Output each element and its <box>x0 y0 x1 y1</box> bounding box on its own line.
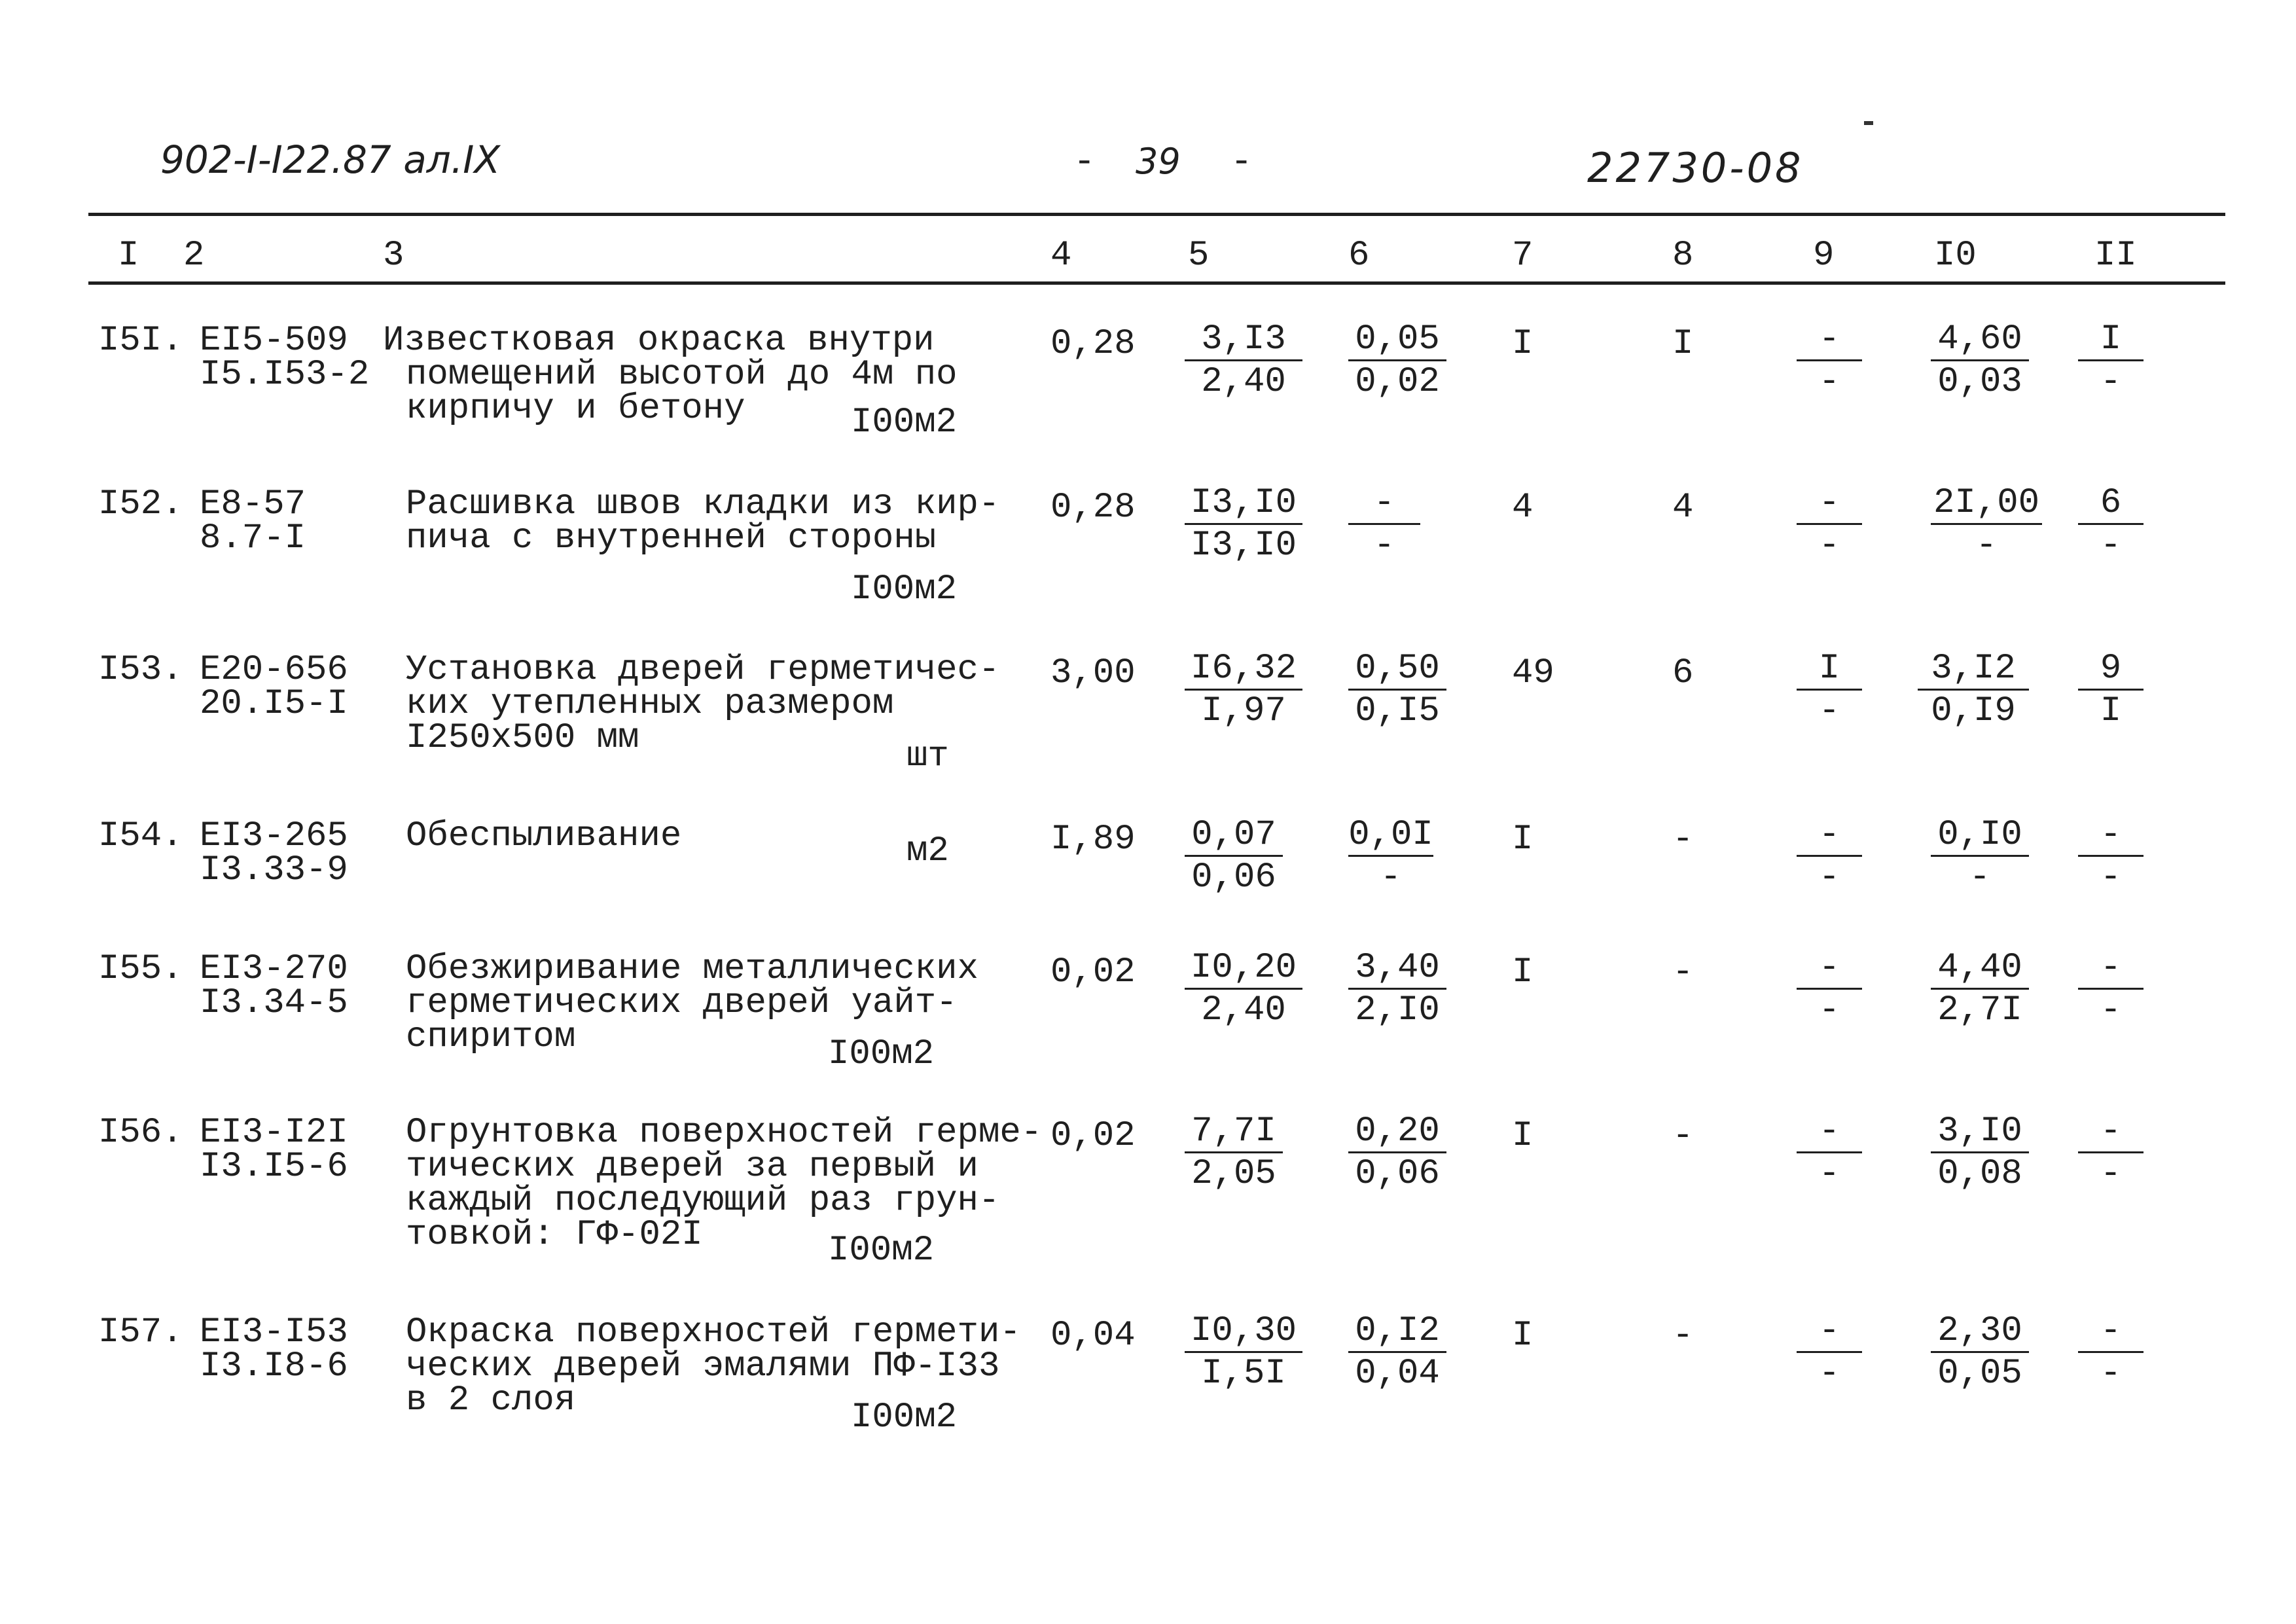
col10-fraction: $\frac{2,30}{0,05}$ <box>1931 1314 2029 1392</box>
col11-fraction: 6 - <box>2078 486 2144 564</box>
col7-value: 49 <box>1512 653 1554 693</box>
quantity: 0,28 <box>1050 488 1136 528</box>
work-description: Огрунтовка поверхностей герме- тических дверей за первый и каждый последующий раз грун- товкой: ГФ-02I <box>406 1113 1043 1255</box>
col10-fraction: $\frac{3,I0}{0,08}$ <box>1931 1115 2029 1193</box>
norm-subcode: I3.33-9 <box>200 850 348 890</box>
norm-subcode: I3.I5-6 <box>200 1147 348 1187</box>
quantity: 0,02 <box>1050 952 1136 992</box>
quantity: 3,00 <box>1050 653 1136 693</box>
col7-value: 4 <box>1512 488 1534 528</box>
col11-fraction: - - <box>2078 951 2144 1029</box>
col11-fraction: - - <box>2078 818 2144 896</box>
col7-value: I <box>1512 1316 1534 1356</box>
document-number: 22730-08 <box>1587 144 1804 192</box>
col8-value: 4 <box>1672 488 1694 528</box>
col9-fraction: - - <box>1797 951 1862 1029</box>
col8-value: 6 <box>1672 653 1694 693</box>
col6-fraction: $\frac{3,40}{2,I0}$ <box>1348 951 1446 1029</box>
col8-value: - <box>1672 952 1694 992</box>
row-number: I57. <box>98 1312 183 1352</box>
col-header-10: I0 <box>1934 236 1977 276</box>
norm-subcode: I3.34-5 <box>200 983 348 1023</box>
col7-value: I <box>1512 1116 1534 1156</box>
col9-fraction: - - <box>1797 486 1862 564</box>
norm-code: EI3-265 <box>200 816 348 856</box>
norm-code: EI5-509 <box>200 321 348 361</box>
page-number: 39 <box>1136 141 1181 182</box>
quantity: 0,02 <box>1050 1116 1136 1156</box>
col7-value: I <box>1512 324 1534 364</box>
col6-fraction: 0,0I - <box>1348 815 1433 897</box>
norm-code: E20-656 <box>200 650 348 690</box>
col9-fraction: - - <box>1797 818 1862 896</box>
header-bottom-rule <box>88 281 2225 285</box>
col8-value: - <box>1672 1316 1694 1356</box>
document-cipher: 902-I-I22.87 ал.IX <box>160 137 501 182</box>
col5-fraction: $\frac{I3,I0}{I3,I0}$ <box>1185 486 1302 564</box>
col6-fraction: $\frac{0,50}{0,I5}$ <box>1348 652 1446 730</box>
col8-value: - <box>1672 1116 1694 1156</box>
col8-value: - <box>1672 820 1694 859</box>
col11-fraction: $\frac{9}{I}$ <box>2078 652 2144 730</box>
unit-of-measure: м2 <box>906 831 949 871</box>
norm-code: EI3-I53 <box>200 1312 348 1352</box>
norm-code: EI3-270 <box>200 949 348 989</box>
col9-fraction: - - <box>1797 1314 1862 1392</box>
work-description: Обезжиривание металлических герметических дверей уайт- спиритом <box>406 949 978 1057</box>
col7-value: I <box>1512 952 1534 992</box>
norm-code: E8-57 <box>200 484 306 524</box>
col7-value: I <box>1512 820 1534 859</box>
norm-subcode: 20.I5-I <box>200 684 348 724</box>
norm-code: EI3-I2I <box>200 1113 348 1153</box>
col-header-4: 4 <box>1050 236 1072 276</box>
col-header-1: I <box>118 236 139 276</box>
unit-of-measure: I00м2 <box>851 569 958 609</box>
col-header-9: 9 <box>1813 236 1835 276</box>
col-header-11: II <box>2094 236 2137 276</box>
col-header-6: 6 <box>1348 236 1370 276</box>
unit-of-measure: I00м2 <box>851 403 958 442</box>
row-number: I54. <box>98 816 183 856</box>
col5-fraction: $\frac{I0,20}{2,40}$ <box>1185 951 1302 1029</box>
col-header-2: 2 <box>183 236 205 276</box>
work-description: Окраска поверхностей гермети- ческих дверей эмалями ПФ-I33 в 2 слоя <box>406 1312 1021 1420</box>
quantity: I,89 <box>1050 820 1136 859</box>
col5-fraction: $\frac{I6,32}{I,97}$ <box>1185 652 1302 730</box>
work-description: Установка дверей герметичес- ких утепленных размером I250x500 мм <box>406 650 1000 758</box>
col10-fraction: 2I,00 - <box>1931 486 2042 564</box>
col10-fraction: $\frac{3,I2}{0,I9}$ <box>1918 652 2029 730</box>
unit-of-measure: I00м2 <box>828 1231 935 1271</box>
col11-fraction: - - <box>2078 1115 2144 1193</box>
norm-subcode: 8.7-I <box>200 518 306 558</box>
col-header-7: 7 <box>1512 236 1534 276</box>
unit-of-measure: I00м2 <box>851 1398 958 1437</box>
work-description: Расшивка швов кладки из кир- пича с внутренней стороны <box>406 484 1000 558</box>
col5-fraction: $\frac{I0,30}{I,5I}$ <box>1185 1314 1302 1392</box>
col11-fraction: - - <box>2078 1314 2144 1392</box>
col11-fraction: I - <box>2078 323 2144 401</box>
col5-fraction: $\frac{0,07}{0,06}$ <box>1185 818 1283 896</box>
row-number: I53. <box>98 650 183 690</box>
row-number: I52. <box>98 484 183 524</box>
col6-fraction: $\frac{0,20}{0,06}$ <box>1348 1115 1446 1193</box>
ink-mark <box>1864 121 1873 125</box>
page-dash-left: - <box>1073 141 1096 183</box>
col10-fraction: 0,I0 - <box>1931 818 2029 896</box>
row-number: I55. <box>98 949 183 989</box>
col5-fraction: $\frac{3,I3}{2,40}$ <box>1185 323 1302 401</box>
col9-fraction: - - <box>1797 1115 1862 1193</box>
header-top-rule <box>88 213 2225 216</box>
row-number: I5I. <box>98 321 183 361</box>
unit-of-measure: I00м2 <box>828 1034 935 1074</box>
norm-subcode: I3.I8-6 <box>200 1346 348 1386</box>
quantity: 0,28 <box>1050 324 1136 364</box>
col9-fraction: I - <box>1797 652 1862 730</box>
unit-of-measure: шт <box>906 736 949 776</box>
col6-fraction: $\frac{0,05}{0,02}$ <box>1348 323 1446 401</box>
col9-fraction: - - <box>1797 323 1862 401</box>
col-header-8: 8 <box>1672 236 1694 276</box>
col-header-5: 5 <box>1188 236 1210 276</box>
col10-fraction: $\frac{4,40}{2,7I}$ <box>1931 951 2029 1029</box>
norm-subcode: I5.I53-2 <box>200 355 370 395</box>
work-description: Обеспыливание <box>406 816 682 856</box>
col8-value: I <box>1672 324 1694 364</box>
work-description: Известковая окраска внутри помещений высотой до 4м по кирпичу и бетону <box>383 321 958 429</box>
quantity: 0,04 <box>1050 1316 1136 1356</box>
col10-fraction: $\frac{4,60}{0,03}$ <box>1931 323 2029 401</box>
page-dash-right: - <box>1230 141 1253 183</box>
row-number: I56. <box>98 1113 183 1153</box>
col-header-3: 3 <box>383 236 404 276</box>
col6-fraction: $\frac{0,I2}{0,04}$ <box>1348 1314 1446 1392</box>
col6-fraction: - - <box>1348 486 1420 564</box>
col5-fraction: $\frac{7,7I}{2,05}$ <box>1185 1115 1283 1193</box>
